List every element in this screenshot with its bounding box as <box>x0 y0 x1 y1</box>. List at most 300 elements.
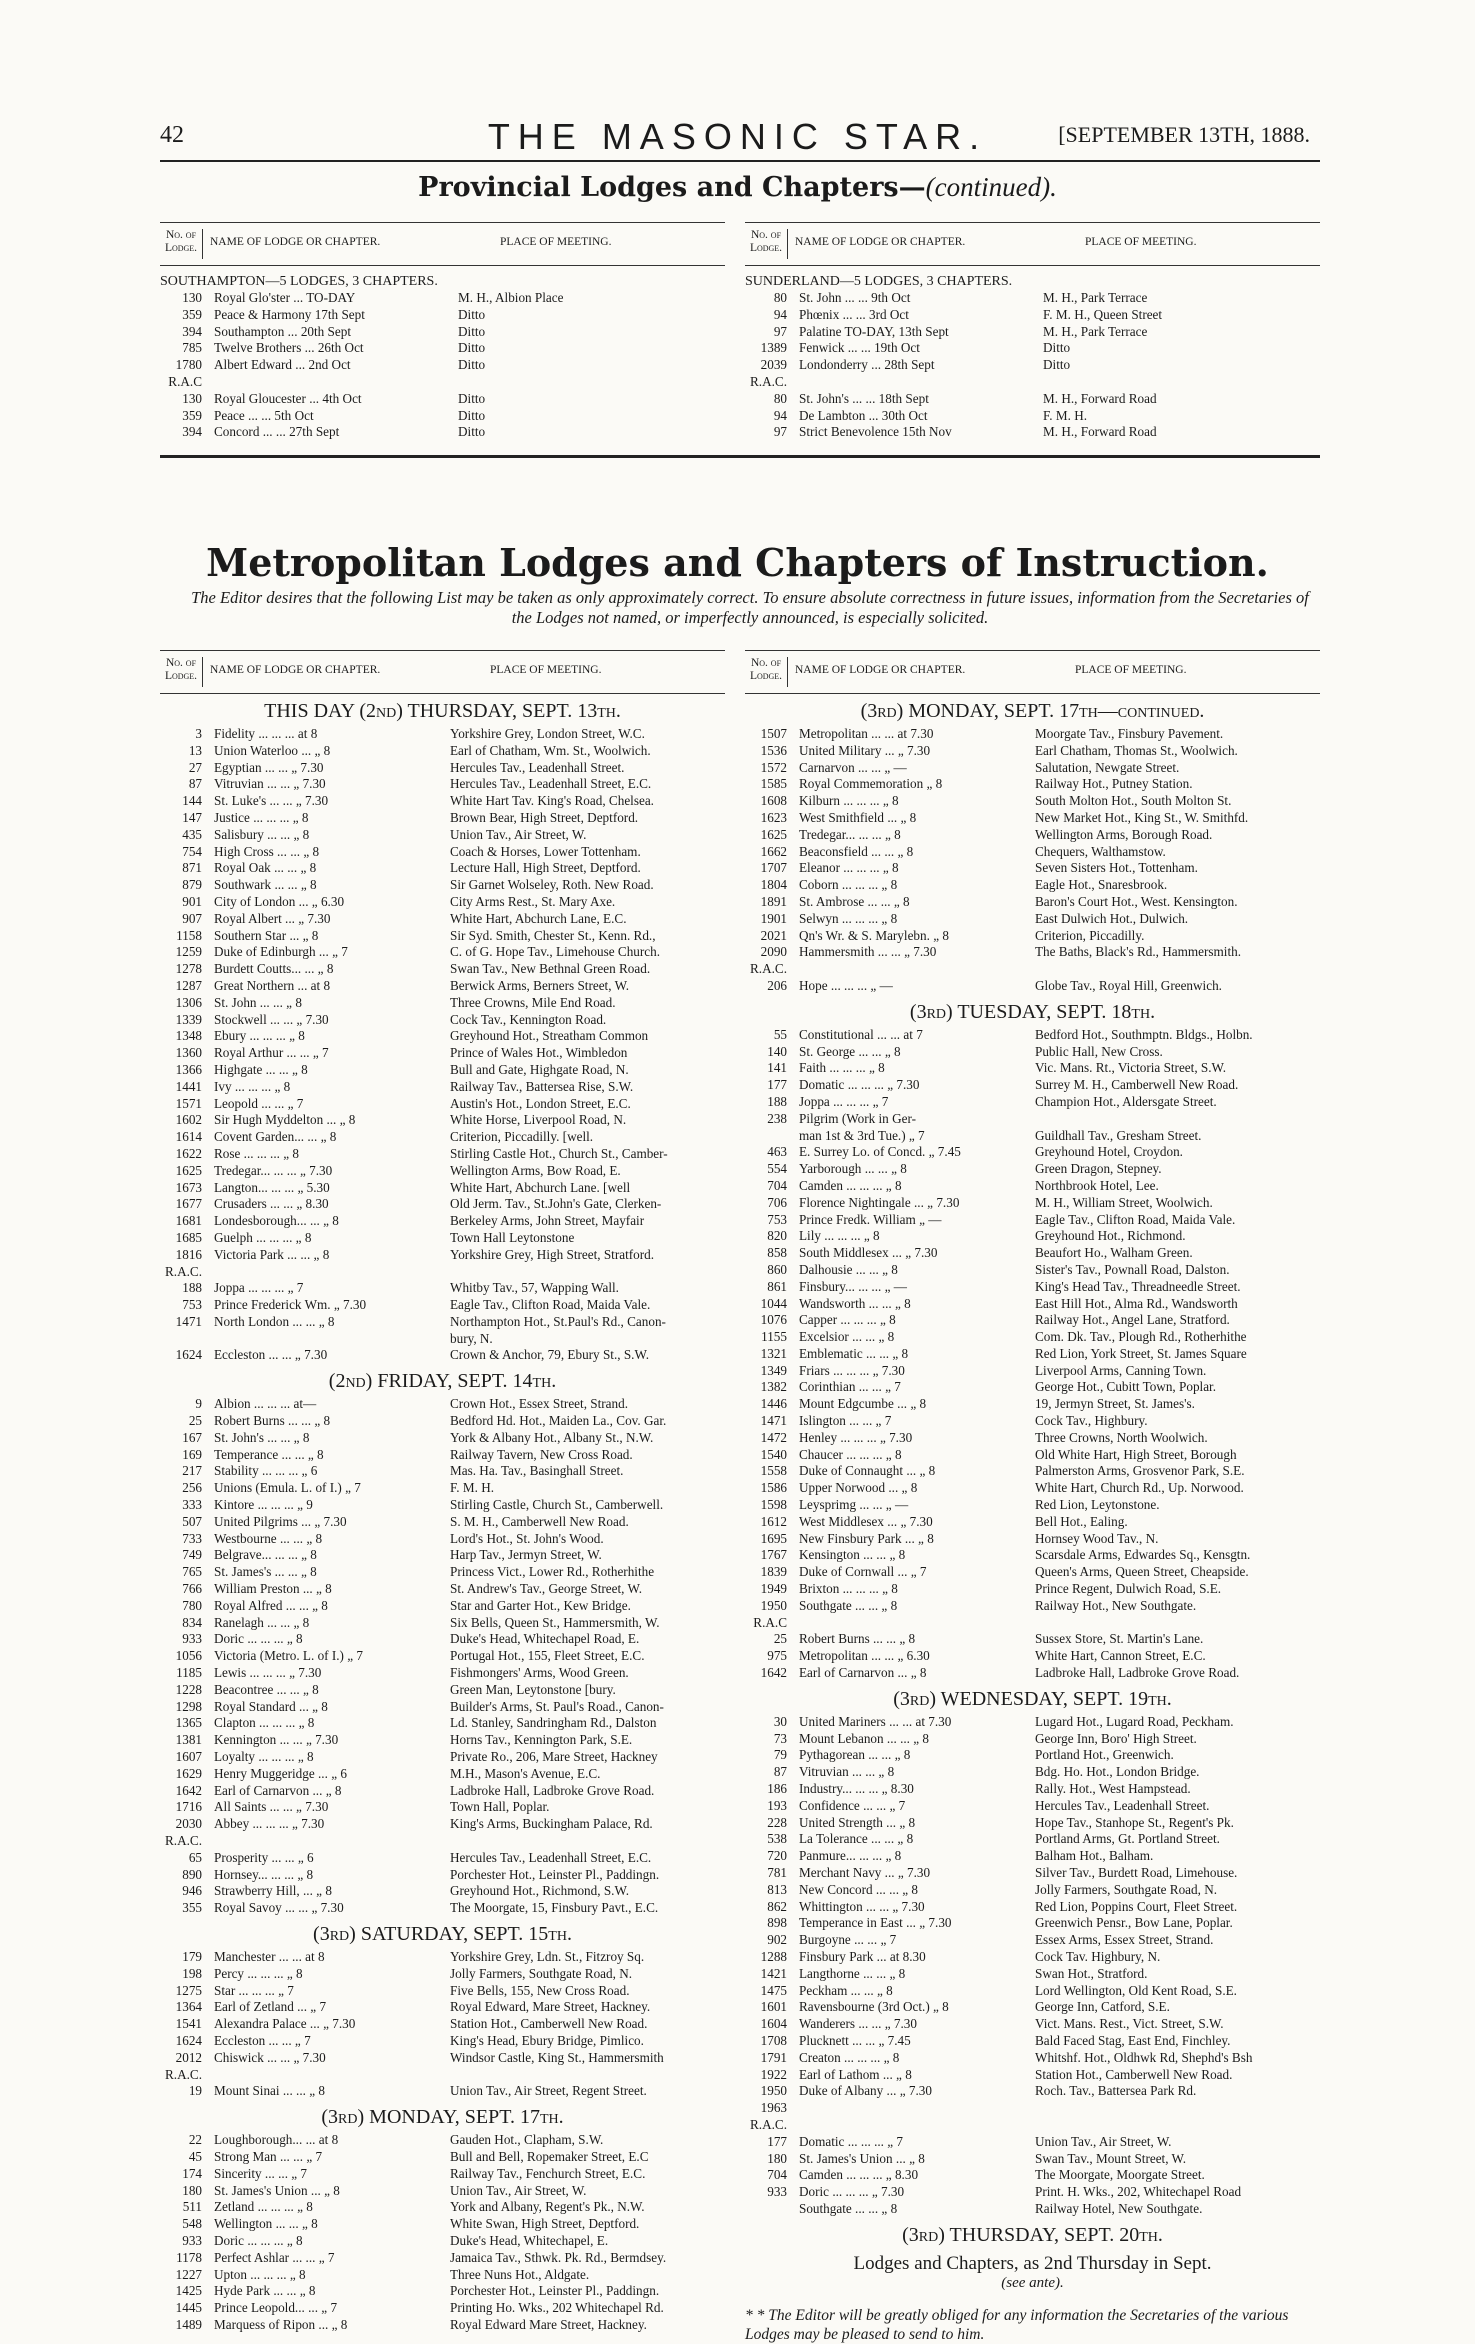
table-row <box>745 1983 1320 2000</box>
meeting-place <box>1027 1615 1320 1632</box>
meeting-place: Cock Tav., Kennington Road. <box>450 1011 607 1027</box>
lodge-name: Loughborough... ... at 8 <box>214 2132 339 2148</box>
lodge-name: Lewis ... ... ... „ 7.30 <box>214 1665 322 1681</box>
lodge-name: Industry... ... ... „ 8.30 <box>799 1781 914 1797</box>
table-row <box>160 1430 725 1447</box>
lodge-number: 256 <box>182 1480 202 1496</box>
lodge-number: 1662 <box>760 843 787 859</box>
table-row <box>745 1764 1320 1781</box>
table-row <box>160 1615 725 1632</box>
meeting-place: Ditto <box>1043 340 1071 356</box>
lodge-number: 1598 <box>760 1497 787 1513</box>
meeting-place: Crown & Anchor, 79, Ebury St., S.W. <box>450 1347 649 1363</box>
meeting-place: Berkeley Arms, John Street, Mayfair <box>450 1213 645 1229</box>
meeting-place: Mas. Ha. Tav., Basinghall Street. <box>450 1463 624 1479</box>
lodge-name: Tredegar... ... ... „ 7.30 <box>214 1162 333 1178</box>
table-row <box>745 1195 1320 1212</box>
meeting-place: Union Tav., Air Street, W. <box>1035 2133 1172 2149</box>
table-row <box>160 894 725 911</box>
table-row <box>160 1112 725 1129</box>
lodge-name: Albion ... ... ... at— <box>214 1396 317 1412</box>
lodge-name: Corinthian ... ... „ 7 <box>799 1379 901 1395</box>
table-row <box>160 1766 725 1783</box>
table-row <box>745 1296 1320 1313</box>
meeting-place: Earl Chatham, Thomas St., Woolwich. <box>1035 742 1238 758</box>
lodge-name: West Middlesex ... „ 7.30 <box>799 1513 933 1529</box>
meeting-place: Austin's Hot., London Street, E.C. <box>450 1095 631 1111</box>
meeting-place: Railway Tavern, New Cross Road. <box>450 1446 633 1462</box>
table-row <box>745 2033 1320 2050</box>
meeting-place: Horns Tav., Kennington Park, S.E. <box>450 1732 633 1748</box>
lodge-name: City of London ... „ 6.30 <box>214 893 345 909</box>
lodge-number: 1360 <box>175 1045 202 1061</box>
lodge-name: Islington ... ... „ 7 <box>799 1413 892 1429</box>
provincial-right <box>745 222 1320 441</box>
metro-left-sections <box>160 700 725 2334</box>
lodge-number: 186 <box>767 1781 787 1797</box>
lodge-number: 1558 <box>760 1463 787 1479</box>
meeting-place: Green Dragon, Stepney. <box>1035 1161 1162 1177</box>
meeting-place: Portugal Hot., 155, Fleet Street, E.C. <box>450 1648 645 1664</box>
lodge-name: St. James's ... ... „ 8 <box>214 1564 317 1580</box>
table-row <box>160 1264 725 1281</box>
table-row <box>160 2132 725 2149</box>
lodge-number: 1365 <box>175 1715 202 1731</box>
lodge-name: Duke of Edinburgh ... „ 7 <box>214 944 348 960</box>
table-row <box>160 1396 725 1413</box>
table-row <box>745 1094 1320 1111</box>
lodge-number: 147 <box>182 809 202 825</box>
table-row <box>160 2083 725 2100</box>
lodge-name <box>214 1331 442 1348</box>
lodge-name: Royal Glo'ster ... TO-DAY <box>214 290 356 305</box>
lodge-number: 1839 <box>760 1564 787 1580</box>
lodge-number: 1716 <box>175 1799 202 1815</box>
lodge-number: 1366 <box>175 1061 202 1077</box>
meeting-place: Portland Arms, Gt. Portland Street. <box>1035 1831 1220 1847</box>
table-row <box>160 1699 725 1716</box>
meeting-place: Union Tav., Air Street, W. <box>450 2182 587 2198</box>
meeting-place: M. H., Forward Road <box>1043 424 1157 440</box>
lodge-name: Merchant Navy ... „ 7.30 <box>799 1865 931 1880</box>
lodge-number: 1922 <box>760 2066 787 2082</box>
table-row <box>745 1027 1320 1044</box>
lodge-number: 1695 <box>760 1530 787 1546</box>
lodge-number: 704 <box>767 1177 787 1193</box>
day-heading: (3rd) MONDAY, SEPT. 17th. <box>321 2106 564 2129</box>
table-row <box>160 1331 725 1348</box>
table-row <box>745 1228 1320 1245</box>
lodge-number: 554 <box>767 1161 787 1177</box>
meeting-place: Greyhound Hotel, Croydon. <box>1035 1144 1183 1160</box>
lodge-name: Pilgrim (Work in Ger- <box>799 1110 916 1126</box>
lodge-name: Panmure... ... ... „ 8 <box>799 1848 902 1864</box>
lodge-number: 933 <box>182 2232 202 2248</box>
table-row <box>745 357 1320 374</box>
lodge-name: Burdett Coutts... ... „ 8 <box>214 961 334 977</box>
lodge-name: Eccleston ... ... „ 7 <box>214 2032 311 2048</box>
lodge-number: 1673 <box>175 1179 202 1195</box>
table-row <box>160 1732 725 1749</box>
lodge-name: Royal Albert ... „ 7.30 <box>214 910 331 926</box>
table-row <box>160 374 725 391</box>
meeting-place <box>1027 2100 1320 2117</box>
lodge-number: 1607 <box>175 1749 202 1765</box>
lodge-name: Zetland ... ... ... „ 8 <box>214 2199 313 2215</box>
lodge-number: 1601 <box>760 1999 787 2015</box>
table-row <box>160 1028 725 1045</box>
lodge-name <box>214 1264 442 1281</box>
lodge-name: Henry Muggeridge ... „ 6 <box>214 1765 347 1781</box>
lodge-number: 25 <box>188 1413 202 1429</box>
lodge-name: Victoria (Metro. L. of I.) „ 7 <box>214 1648 363 1664</box>
table-row <box>745 1128 1320 1145</box>
page-number: 42 <box>160 122 184 148</box>
lodge-name: All Saints ... ... „ 7.30 <box>214 1799 329 1815</box>
meeting-place: Public Hall, New Cross. <box>1035 1043 1163 1059</box>
day-heading: (3rd) THURSDAY, SEPT. 20th. <box>902 2223 1163 2246</box>
lodge-name: Vitruvian ... ... „ 7.30 <box>214 776 326 792</box>
table-row <box>160 1547 725 1564</box>
meeting-place: Berwick Arms, Berners Street, W. <box>450 977 630 993</box>
meeting-place: Chequers, Walthamstow. <box>1035 843 1166 859</box>
table-row <box>160 1631 725 1648</box>
lodge-name <box>799 2117 1027 2134</box>
meeting-place: Sister's Tav., Pownall Road, Dalston. <box>1035 1261 1230 1277</box>
lodge-name: United Strength ... „ 8 <box>799 1814 916 1830</box>
lodge-name: United Military ... „ 7.30 <box>799 742 931 758</box>
column-header: No. of Lodge. NAME OF LODGE OR CHAPTER. PLACE OF MEETING. <box>745 222 1320 266</box>
lodge-number: 1178 <box>176 2249 202 2265</box>
table-row <box>745 928 1320 945</box>
lodge-number: 860 <box>767 1261 787 1277</box>
lodge-number: 394 <box>182 424 202 440</box>
table-row <box>745 391 1320 408</box>
meeting-place: M. H., Park Terrace <box>1043 323 1148 339</box>
table-row <box>160 743 725 760</box>
meeting-place: King's Head Tav., Threadneedle Street. <box>1035 1278 1241 1294</box>
closing-see: (see ante). <box>1001 2274 1064 2291</box>
lodge-number: R.A.C. <box>749 961 787 977</box>
meeting-place: Three Crowns, North Woolwich. <box>1035 1429 1208 1445</box>
lodge-name: Joppa ... ... ... „ 7 <box>214 1280 304 1296</box>
meeting-place: Greyhound Hot., Streatham Common <box>450 1028 649 1044</box>
day-heading: (3rd) SATURDAY, SEPT. 15th. <box>313 1922 572 1945</box>
table-row <box>160 961 725 978</box>
lodge-name: Selwyn ... ... ... „ 8 <box>799 910 898 926</box>
table-row <box>160 810 725 827</box>
lodge-name: Brixton ... ... ... „ 8 <box>799 1581 898 1597</box>
table-row <box>745 1262 1320 1279</box>
table-row <box>160 424 725 441</box>
table-row <box>160 2216 725 2233</box>
table-row <box>745 1865 1320 1882</box>
lodge-name: St. James's Union ... „ 8 <box>214 2182 340 2198</box>
lodge-number: 834 <box>182 1614 202 1630</box>
lodge-number: 907 <box>182 910 202 926</box>
meeting-place: Silver Tav., Burdett Road, Limehouse. <box>1035 1865 1238 1880</box>
lodge-name: Coborn ... ... ... „ 8 <box>799 877 898 893</box>
table-row <box>160 944 725 961</box>
lodge-number: 879 <box>182 877 202 893</box>
meeting-place: Swan Hot., Stratford. <box>1035 1965 1148 1981</box>
lodge-name: Stockwell ... ... „ 7.30 <box>214 1011 329 1027</box>
lodge-number: 511 <box>182 2199 202 2215</box>
table-row <box>160 324 725 341</box>
table-row <box>745 1413 1320 1430</box>
table-row <box>745 1615 1320 1632</box>
table-row <box>160 2149 725 2166</box>
lodge-number: 55 <box>773 1026 787 1042</box>
lodge-number: 1677 <box>175 1196 202 1212</box>
lodge-number: 1804 <box>760 877 787 893</box>
meeting-place: Greyhound Hot., Richmond. <box>1035 1228 1186 1244</box>
meeting-place: Old Jerm. Tav., St.John's Gate, Clerken- <box>450 1196 662 1212</box>
meeting-place: Old White Hart, High Street, Borough <box>1035 1446 1237 1462</box>
lodge-number: 1321 <box>760 1345 787 1361</box>
lodge-name: Temperance in East ... „ 7.30 <box>799 1915 952 1931</box>
table-row <box>745 1363 1320 1380</box>
lodge-name: Creaton ... ... ... „ 8 <box>799 2049 900 2065</box>
meeting-place: Duke's Head, Whitechapel, E. <box>450 2232 609 2248</box>
meeting-place: Royal Edward, Mare Street, Hackney. <box>450 1999 651 2015</box>
table-row <box>745 1346 1320 1363</box>
lodge-number: 720 <box>767 1848 787 1864</box>
table-row <box>745 1161 1320 1178</box>
lodge-number: 1572 <box>760 759 787 775</box>
lodge-number: 1642 <box>175 1782 202 1798</box>
table-row <box>160 1749 725 1766</box>
meeting-place: East Dulwich Hot., Dulwich. <box>1035 910 1189 926</box>
meeting-place: Bedford Hd. Hot., Maiden La., Cov. Gar. <box>450 1413 667 1429</box>
meeting-place: Ditto <box>458 407 486 423</box>
meeting-place: S. M. H., Camberwell New Road. <box>450 1513 629 1529</box>
day-heading: THIS DAY (2nd) THURSDAY, SEPT. 13th. <box>264 700 621 722</box>
table-row <box>160 978 725 995</box>
lodge-number: 548 <box>182 2216 202 2232</box>
table-row <box>160 1079 725 1096</box>
column-header: No. of Lodge. NAME OF LODGE OR CHAPTER. PLACE OF MEETING. <box>160 222 725 266</box>
lodge-number: 9 <box>195 1396 202 1412</box>
table-row <box>745 978 1320 995</box>
lodge-number: 1287 <box>175 977 202 993</box>
lodge-name: Confidence ... ... „ 7 <box>799 1797 906 1813</box>
lodge-number: 1364 <box>175 1999 202 2015</box>
lodge-name: St. John's ... ... „ 8 <box>214 1429 310 1445</box>
lodge-name: Prince Leopold... ... „ 7 <box>214 2300 338 2316</box>
lodge-number: R.A.C. <box>749 373 787 389</box>
table-row <box>160 1833 725 1850</box>
table-row <box>745 1999 1320 2016</box>
lodge-name: Chaucer ... ... ... „ 8 <box>799 1446 902 1462</box>
table-row <box>745 1111 1320 1128</box>
lodge-number: 359 <box>182 407 202 423</box>
table-row <box>160 1012 725 1029</box>
meeting-place: Greenwich Pensr., Bow Lane, Poplar. <box>1035 1915 1233 1931</box>
lodge-number: 1421 <box>760 1965 787 1981</box>
lodge-name: Yarborough ... ... „ 8 <box>799 1161 907 1177</box>
lodge-name: Rose ... ... ... „ 8 <box>214 1145 299 1161</box>
lodge-number: 333 <box>182 1497 202 1513</box>
meeting-place: Portland Hot., Greenwich. <box>1035 1747 1174 1763</box>
lodge-number: 1949 <box>760 1581 787 1597</box>
lodge-name: Marquess of Ripon ... „ 8 <box>214 2316 348 2332</box>
table-row <box>745 2151 1320 2168</box>
lodge-number: 780 <box>182 1597 202 1613</box>
meeting-place: White Swan, High Street, Deptford. <box>450 2216 640 2232</box>
table-row <box>745 1245 1320 1262</box>
meeting-place: Railway Hot., Angel Lane, Stratford. <box>1035 1312 1230 1328</box>
meeting-place: Print. H. Wks., 202, Whitechapel Road <box>1035 2184 1242 2200</box>
meeting-place: Baron's Court Hot., West. Kensington. <box>1035 893 1238 909</box>
lodge-name: Southwark ... ... „ 8 <box>214 877 317 893</box>
lodge-name: Phœnix ... ... 3rd Oct <box>799 306 909 322</box>
meeting-place: M. H., Park Terrace <box>1043 290 1148 305</box>
table-row <box>160 2016 725 2033</box>
meeting-place: Union Tav., Air Street, Regent Street. <box>450 2083 647 2099</box>
table-row <box>160 1715 725 1732</box>
table-row <box>160 995 725 1012</box>
lodge-number: 1623 <box>760 809 787 825</box>
table-row <box>745 1497 1320 1514</box>
meeting-place: Northbrook Hotel, Lee. <box>1035 1177 1159 1193</box>
table-row <box>160 1247 725 1264</box>
table-row <box>745 1899 1320 1916</box>
table-row <box>745 1396 1320 1413</box>
lodge-number: 1185 <box>176 1665 202 1681</box>
lodge-name: Carnarvon ... ... „ — <box>799 759 907 775</box>
table-row <box>160 1783 725 1800</box>
lodge-number: 144 <box>182 793 202 809</box>
meeting-place: Bedford Hot., Southmptn. Bldgs., Holbn. <box>1035 1026 1253 1042</box>
lodge-name: Pythagorean ... ... „ 8 <box>799 1747 911 1763</box>
footnote: * * The Editor will be greatly obliged for any information the Secretaries of the various Lodges may be pleased to send to him. <box>745 2306 1289 2343</box>
table-row <box>160 1514 725 1531</box>
meeting-place: Station Hot., Camberwell New Road. <box>450 2016 648 2032</box>
meeting-place: Rally. Hot., West Hampstead. <box>1035 1781 1191 1797</box>
table-row <box>745 810 1320 827</box>
lodge-name: Southgate ... ... „ 8 <box>799 1597 898 1613</box>
lodge-name: Mount Lebanon ... ... „ 8 <box>799 1730 930 1746</box>
meeting-place: Moorgate Tav., Finsbury Pavement. <box>1035 726 1224 741</box>
lodge-number: 180 <box>767 2150 787 2166</box>
meeting-place: George Inn, Catford, S.E. <box>1035 1999 1170 2015</box>
lodge-number: 1348 <box>175 1028 202 1044</box>
table-row <box>745 1312 1320 1329</box>
table-row <box>160 726 725 743</box>
lodge-number: 1767 <box>760 1547 787 1563</box>
table-row <box>160 1163 725 1180</box>
lodge-number: 2090 <box>760 944 787 960</box>
table-row <box>745 307 1320 324</box>
lodge-number: 1901 <box>760 910 787 926</box>
lodge-name: Mount Sinai ... ... „ 8 <box>214 2083 325 2099</box>
meeting-place <box>442 2067 725 2084</box>
meeting-place: East Hill Hot., Alma Rd., Wandsworth <box>1035 1295 1238 1311</box>
table-row <box>160 1129 725 1146</box>
table-row <box>160 2050 725 2067</box>
lodge-name: Earl of Lathom ... „ 8 <box>799 2066 912 2082</box>
meeting-place: Eagle Tav., Clifton Road, Maida Vale. <box>450 1297 651 1313</box>
table-row <box>160 2300 725 2317</box>
lodge-number: 871 <box>182 860 202 876</box>
meeting-place: Eagle Tav., Clifton Road, Maida Vale. <box>1035 1211 1236 1227</box>
table-row <box>745 1966 1320 1983</box>
lodge-name: Florence Nightingale ... „ 7.30 <box>799 1194 960 1210</box>
table-row <box>160 1564 725 1581</box>
table-row <box>160 391 725 408</box>
meeting-place: Ditto <box>458 424 486 440</box>
meeting-place: Com. Dk. Tav., Plough Rd., Rotherhithe <box>1035 1329 1247 1345</box>
table-row <box>745 1648 1320 1665</box>
lodge-number: 753 <box>182 1297 202 1313</box>
lodge-number: 1816 <box>175 1246 202 1262</box>
meeting-place: Globe Tav., Royal Hill, Greenwich. <box>1035 977 1222 993</box>
table-row <box>745 408 1320 425</box>
lodge-name: Metropolitan ... ... „ 6.30 <box>799 1648 930 1664</box>
table-row <box>160 1447 725 1464</box>
lodge-name: Fidelity ... ... ... at 8 <box>214 726 318 741</box>
lodge-number: 1604 <box>760 2016 787 2032</box>
lodge-name: Strict Benevolence 15th Nov <box>799 424 952 440</box>
lodge-number: 1622 <box>175 1145 202 1161</box>
table-row <box>745 2100 1320 2117</box>
table-row <box>745 374 1320 391</box>
lodge-number: 1571 <box>175 1095 202 1111</box>
lodge-name: Metropolitan ... ... at 7.30 <box>799 726 934 741</box>
day-heading: (3rd) MONDAY, SEPT. 17th—continued. <box>860 700 1205 722</box>
lodge-number: 749 <box>182 1547 202 1563</box>
lodge-number: 87 <box>188 776 202 792</box>
table-row <box>160 2267 725 2284</box>
meeting-place: White Hart Tav. King's Road, Chelsea. <box>450 793 654 809</box>
table-row <box>745 1329 1320 1346</box>
meeting-place: New Market Hot., King St., W. Smithfd. <box>1035 809 1249 825</box>
table-row <box>745 1279 1320 1296</box>
lodge-name: Langthorne ... ... „ 8 <box>799 1965 906 1981</box>
meeting-place: Beaufort Ho., Walham Green. <box>1035 1245 1193 1261</box>
lodge-name: Emblematic ... ... „ 8 <box>799 1345 909 1361</box>
lodge-number: 1791 <box>760 2049 787 2065</box>
lodge-number: 1475 <box>760 1982 787 1998</box>
lodge-number: 933 <box>767 2184 787 2200</box>
lodge-number: 2021 <box>760 927 787 943</box>
table-row <box>160 1598 725 1615</box>
meeting-place: Whitshf. Hot., Oldhwk Rd, Shephd's Bsh <box>1035 2049 1253 2065</box>
lodge-name: Earl of Carnarvon ... „ 8 <box>214 1782 342 1798</box>
lodge-number: 177 <box>767 2133 787 2149</box>
table-row <box>745 894 1320 911</box>
table-row <box>160 877 725 894</box>
meeting-place: Gauden Hot., Clapham, S.W. <box>450 2132 604 2148</box>
table-row <box>745 860 1320 877</box>
lodge-name: Constitutional ... ... at 7 <box>799 1026 923 1042</box>
lodge-name: Wanderers ... ... „ 7.30 <box>799 2016 917 2032</box>
lodge-number: 45 <box>188 2148 202 2164</box>
meeting-place: Whitby Tav., 57, Wapping Wall. <box>450 1280 619 1296</box>
lodge-number: 1608 <box>760 793 787 809</box>
table-row <box>745 1915 1320 1932</box>
meeting-place: bury, N. <box>450 1330 493 1346</box>
lodge-number: 813 <box>767 1881 787 1897</box>
lodge-number: 435 <box>182 826 202 842</box>
lodge-name: Eleanor ... ... ... „ 8 <box>799 860 899 876</box>
lodge-number: 1950 <box>760 2083 787 2099</box>
lodge-number: 1642 <box>760 1665 787 1681</box>
page-header <box>0 116 1475 156</box>
lodge-number: R.A.C. <box>164 2066 202 2082</box>
lodge-name: Mount Edgcumbe ... „ 8 <box>799 1396 927 1412</box>
